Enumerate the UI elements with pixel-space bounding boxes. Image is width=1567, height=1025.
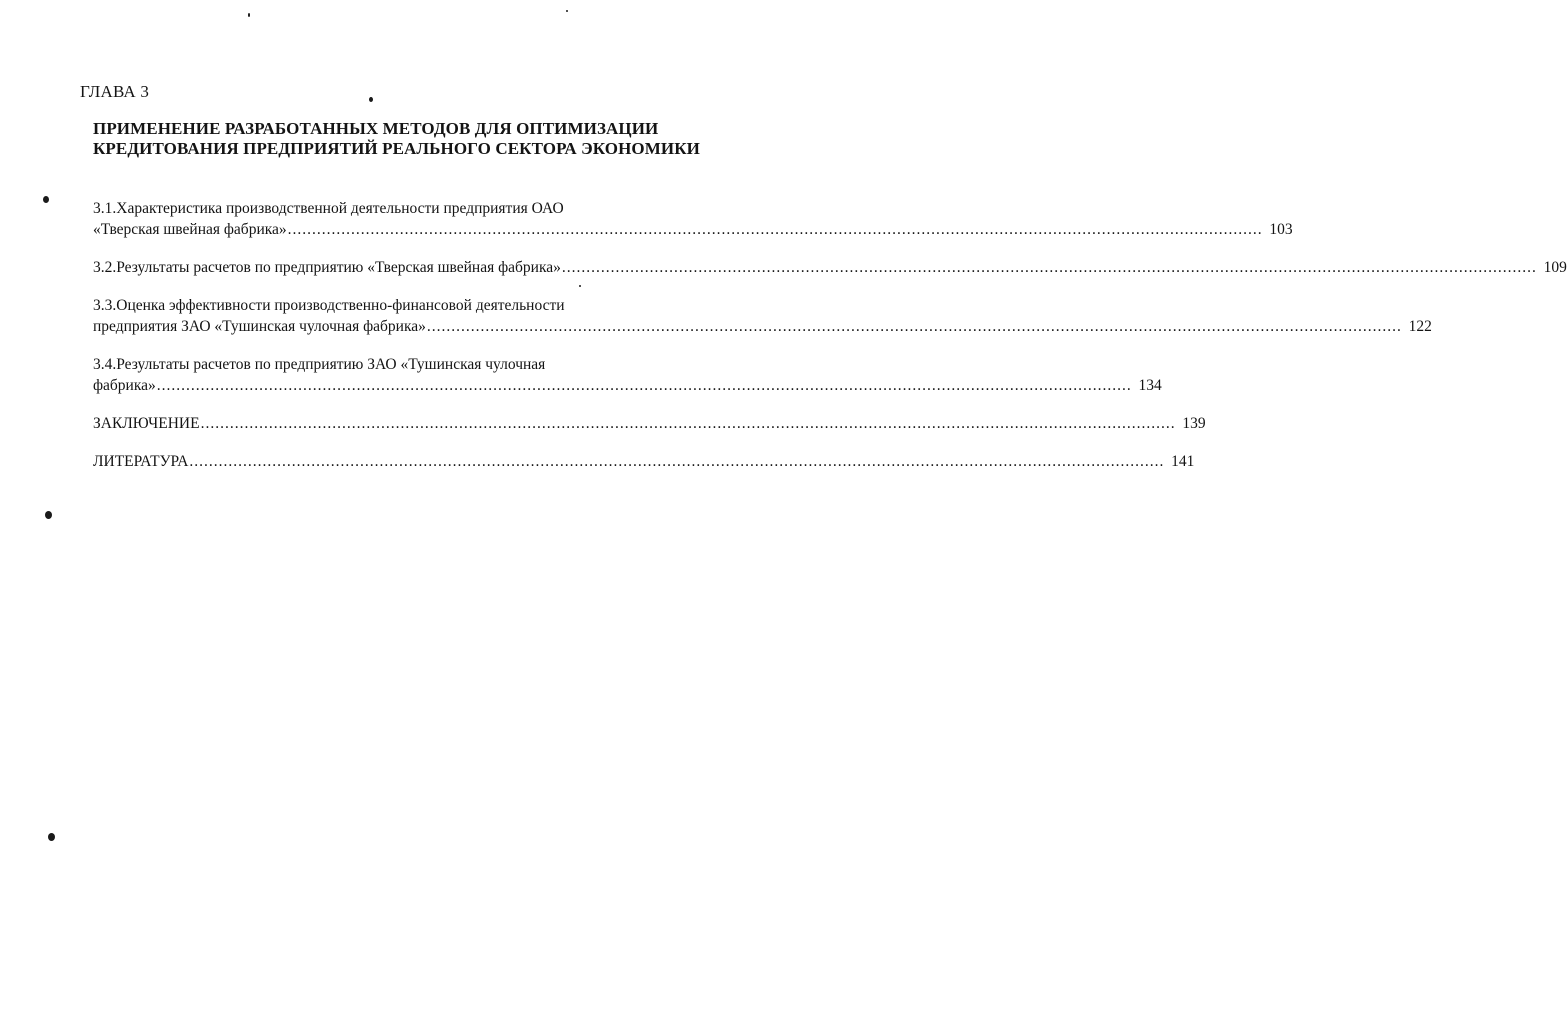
scan-speck: [566, 10, 568, 12]
toc-entry-first-line: 3.3.Оценка эффективности производственно-финансовой деятельности: [93, 297, 565, 314]
scan-speck: [248, 13, 250, 17]
toc-entry-literature[interactable]: [93, 451, 1195, 472]
toc-entry-3-2[interactable]: [93, 257, 1567, 278]
scan-speck: [43, 196, 49, 203]
dot-leader: ........................................................................................................................................................................................................: [287, 221, 1263, 238]
toc-entry-text: ЗАКЛЮЧЕНИЕ: [93, 415, 200, 432]
toc-entry-text: фабрика»: [93, 377, 156, 394]
dot-leader: ........................................................................................................................................................................................................: [200, 415, 1176, 432]
dot-leader: ........................................................................................................................................................................................................: [156, 377, 1132, 394]
dot-leader: ........................................................................................................................................................................................................: [426, 318, 1402, 335]
toc-page-number: 134: [1138, 377, 1162, 394]
toc-entry-last-line: [93, 316, 1432, 337]
toc-entry-last-line: [93, 413, 1206, 434]
toc-page-number: 141: [1171, 453, 1195, 470]
toc-entry-text: «Тверская швейная фабрика»: [93, 221, 287, 238]
toc-entry-last-line: [93, 375, 1162, 396]
toc-entry-3-4[interactable]: [93, 354, 1162, 396]
toc-entry-text: предприятия ЗАО «Тушинская чулочная фабрика»: [93, 318, 426, 335]
toc-page-number: 139: [1182, 415, 1206, 432]
table-of-contents: [93, 198, 1567, 489]
dot-leader: ........................................................................................................................................................................................................: [561, 259, 1537, 276]
toc-entry-conclusion[interactable]: [93, 413, 1206, 434]
scan-speck: [48, 833, 55, 841]
chapter-title: ПРИМЕНЕНИЕ РАЗРАБОТАННЫХ МЕТОДОВ ДЛЯ ОПТИМИЗАЦИИ КРЕДИТОВАНИЯ ПРЕДПРИЯТИЙ РЕАЛЬНОГО СЕКТОРА ЭКОНОМИКИ: [93, 119, 700, 158]
toc-entry-text: 3.2.Результаты расчетов по предприятию «Тверская швейная фабрика»: [93, 259, 561, 276]
chapter-label: ГЛАВА 3: [80, 82, 150, 101]
dot-leader: ........................................................................................................................................................................................................: [189, 453, 1165, 470]
scan-speck: [579, 285, 581, 287]
toc-entry-first-line: 3.1.Характеристика производственной деятельности предприятия ОАО: [93, 200, 564, 217]
toc-page-number: 109: [1543, 259, 1567, 276]
toc-entry-last-line: [93, 257, 1567, 278]
toc-page-number: 103: [1269, 221, 1293, 238]
toc-entry-last-line: [93, 451, 1195, 472]
toc-entry-last-line: [93, 219, 1293, 240]
toc-page-number: 122: [1408, 318, 1432, 335]
toc-entry-3-3[interactable]: [93, 295, 1432, 337]
scan-speck: [369, 97, 373, 102]
toc-entry-text: ЛИТЕРАТУРА: [93, 453, 189, 470]
scan-speck: [45, 511, 52, 519]
toc-entry-first-line: 3.4.Результаты расчетов по предприятию ЗАО «Тушинская чулочная: [93, 356, 546, 373]
toc-entry-3-1[interactable]: [93, 198, 1293, 240]
